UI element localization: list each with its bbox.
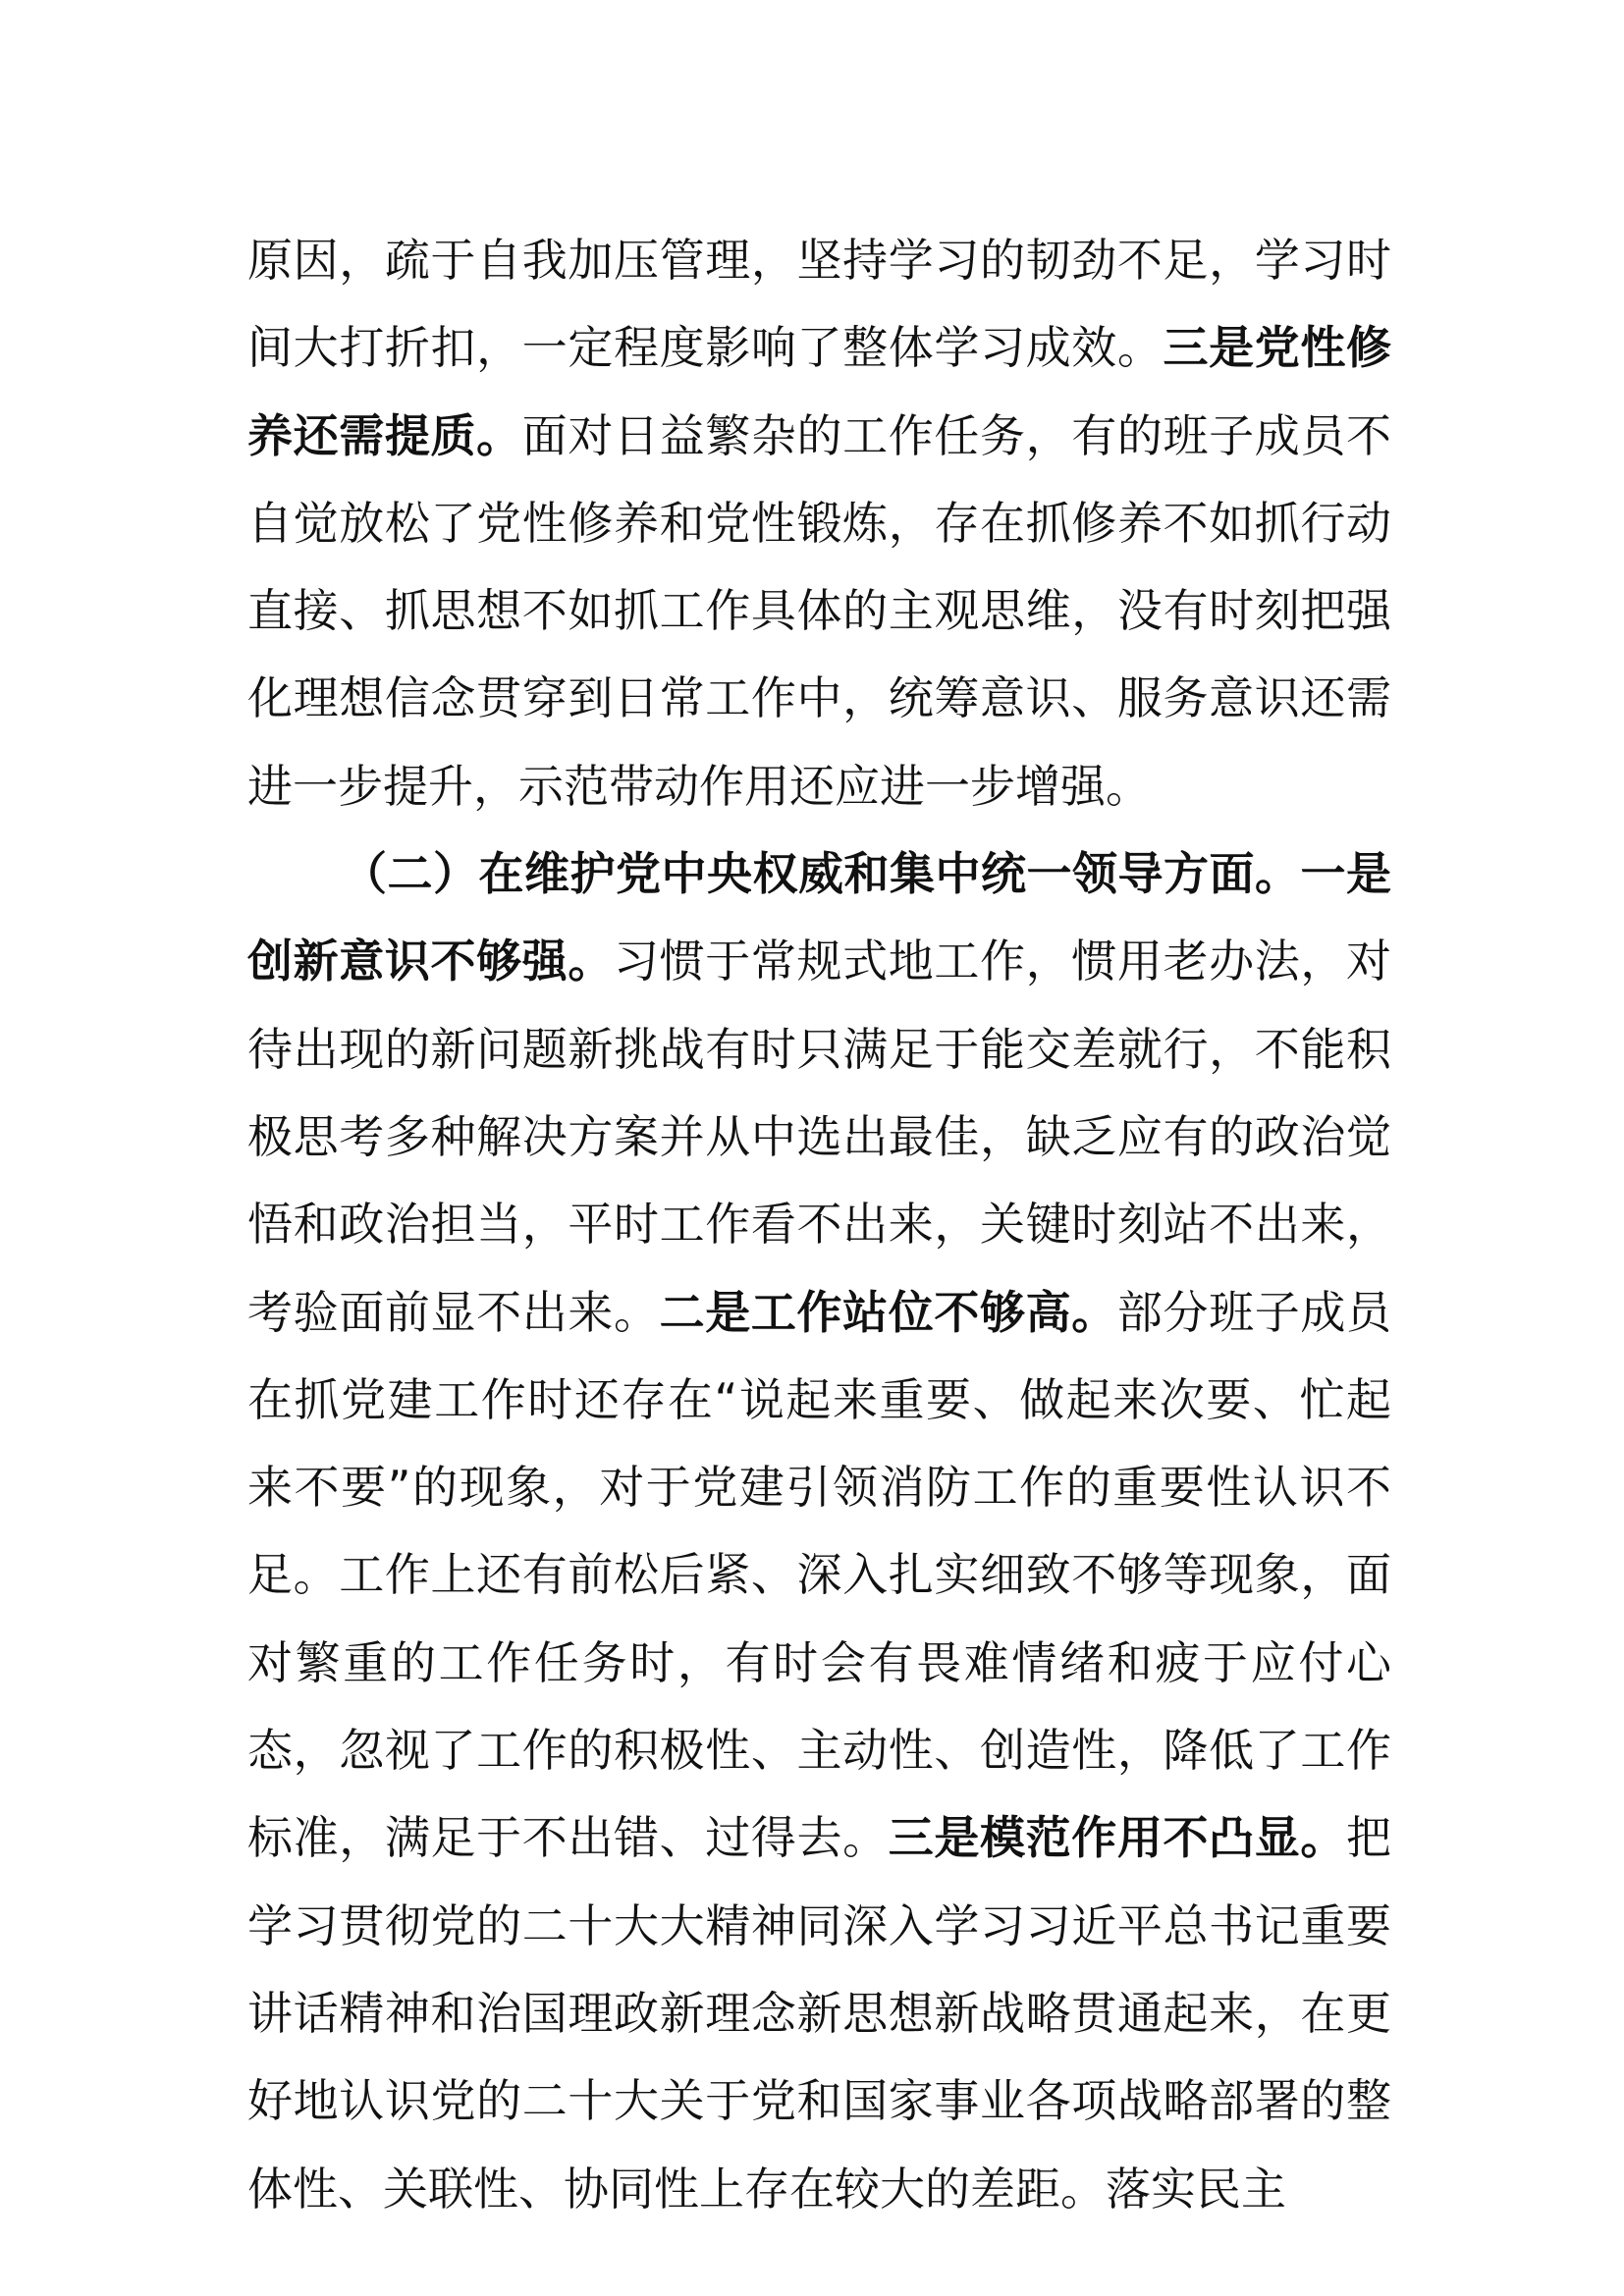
section-heading-central-authority: （二）在维护党中央权威和集中统一领导方面。一是创新意识不够强。 bbox=[247, 847, 1391, 988]
paragraph-text: 原因，疏于自我加压管理，坚持学习的韧劲不足，学习时间大打折扣，一定程度影响了整体学习成效。 bbox=[247, 234, 1391, 375]
bold-heading-work-position: 二是工作站位不够高。 bbox=[659, 1285, 1117, 1339]
paragraph-study-and-party-spirit bbox=[247, 217, 1391, 830]
paragraph-text: 面对日益繁杂的工作任务，有的班子成员不自觉放松了党性修养和党性锻炼，存在抓修养不如抓行动直接、抓思想不如抓工作具体的主观思维，没有时刻把强化理想信念贯穿到日常工作中，统筹意识、服务意识还需进一步提升，示范带动作用还应进一步增强。 bbox=[247, 408, 1391, 813]
paragraph-text: 把学习贯彻党的二十大大精神同深入学习习近平总书记重要讲话精神和治国理政新理念新思想新战略贯通起来，在更好地认识党的二十大关于党和国家事业各项战略部署的整体性、关联性、协同性上存在较大的差距。落实民主 bbox=[247, 1811, 1391, 2216]
paragraph-central-authority bbox=[247, 830, 1391, 2233]
bold-heading-party-spirit: 三是党性修养还需提质。 bbox=[247, 321, 1391, 462]
document-body bbox=[247, 217, 1391, 2233]
paragraph-text: 部分班子成员在抓党建工作时还存在“说起来重要、做起来次要、忙起来不要”的现象，对于党建引领消防工作的重要性认识不足。工作上还有前松后紧、深入扎实细致不够等现象，面对繁重的工作任务时，有时会有畏难情绪和疲于应付心态，忽视了工作的积极性、主动性、创造性，降低了工作标准，满足于不出错、过得去。 bbox=[247, 1285, 1391, 1865]
paragraph-text: 习惯于常规式地工作，惯用老办法，对待出现的新问题新挑战有时只满足于能交差就行，不能积极思考多种解决方案并从中选出最佳，缺乏应有的政治觉悟和政治担当，平时工作看不出来，关键时刻站不出来，考验面前显不出来。 bbox=[247, 934, 1391, 1339]
bold-heading-exemplary-role: 三是模范作用不凸显。 bbox=[888, 1811, 1346, 1865]
